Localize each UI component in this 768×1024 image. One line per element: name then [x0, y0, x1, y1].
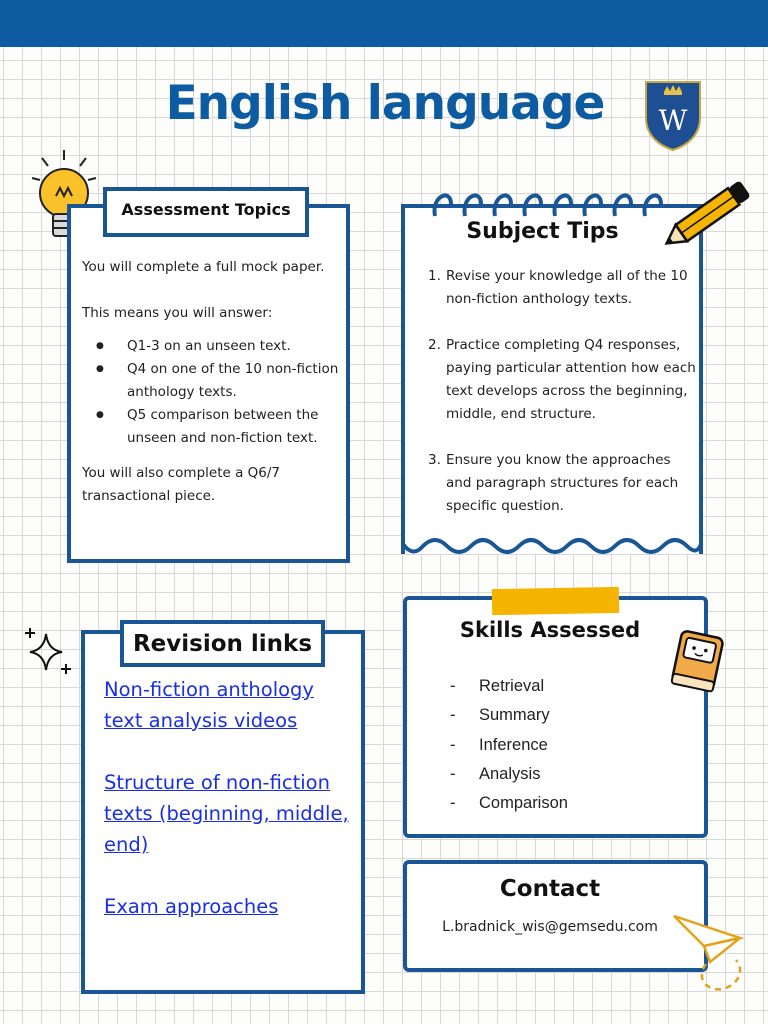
list-item: - Inference	[450, 731, 568, 760]
list-item: ● Q4 on one of the 10 non-fiction anthology texts.	[82, 358, 344, 404]
link-structure-texts[interactable]: Structure of non-fiction texts (beginning, middle, end)	[104, 771, 349, 856]
book-icon	[666, 628, 728, 698]
revision-links-list	[104, 674, 354, 953]
list-item: - Comparison	[450, 789, 568, 818]
list-item: 2. Practice completing Q4 responses, paying particular attention how each text develops across the beginning, middle, end structure.	[428, 337, 696, 422]
list-item: 3. Ensure you know the approaches and paragraph structures for each specific question.	[428, 452, 679, 514]
assessment-closing: You will also complete a Q6/7 transactional piece.	[82, 465, 281, 504]
list-item: - Analysis	[450, 760, 568, 789]
skills-assessed-title: Skills Assessed	[459, 618, 641, 642]
assessment-means: This means you will answer:	[82, 305, 273, 321]
assessment-topics-content	[82, 256, 344, 508]
skills-list	[450, 672, 568, 818]
tape-decoration	[492, 587, 619, 615]
top-banner	[0, 0, 768, 47]
list-item: - Retrieval	[450, 672, 568, 701]
list-item: 1. Revise your knowledge all of the 10 non-fiction anthology texts.	[428, 268, 688, 307]
school-crest-icon	[642, 78, 704, 152]
list-item: - Summary	[450, 701, 568, 730]
assessment-intro: You will complete a full mock paper.	[82, 259, 325, 275]
crest-letter: W	[658, 104, 688, 137]
contact-title: Contact	[499, 876, 601, 902]
link-exam-approaches[interactable]: Exam approaches	[104, 895, 279, 918]
revision-links-label: Revision links	[120, 620, 325, 667]
pencil-icon	[655, 165, 765, 260]
link-anthology-videos[interactable]: Non-fiction anthology text analysis videos	[104, 678, 314, 732]
subject-tips-list	[426, 265, 696, 541]
sparkle-icon	[20, 624, 76, 680]
assessment-bullet-list	[82, 335, 344, 450]
list-item: ● Q5 comparison between the unseen and non-fiction text.	[82, 404, 344, 450]
list-item: ● Q1-3 on an unseen text.	[82, 335, 344, 358]
subject-tips-title: Subject Tips	[466, 219, 619, 244]
page-title: English language	[165, 76, 605, 131]
assessment-topics-label: Assessment Topics	[103, 187, 309, 237]
notebook-spiral-icon	[425, 182, 675, 222]
contact-email[interactable]: L.bradnick_wis@gemsedu.com	[442, 919, 658, 935]
paper-plane-icon	[670, 910, 752, 1000]
